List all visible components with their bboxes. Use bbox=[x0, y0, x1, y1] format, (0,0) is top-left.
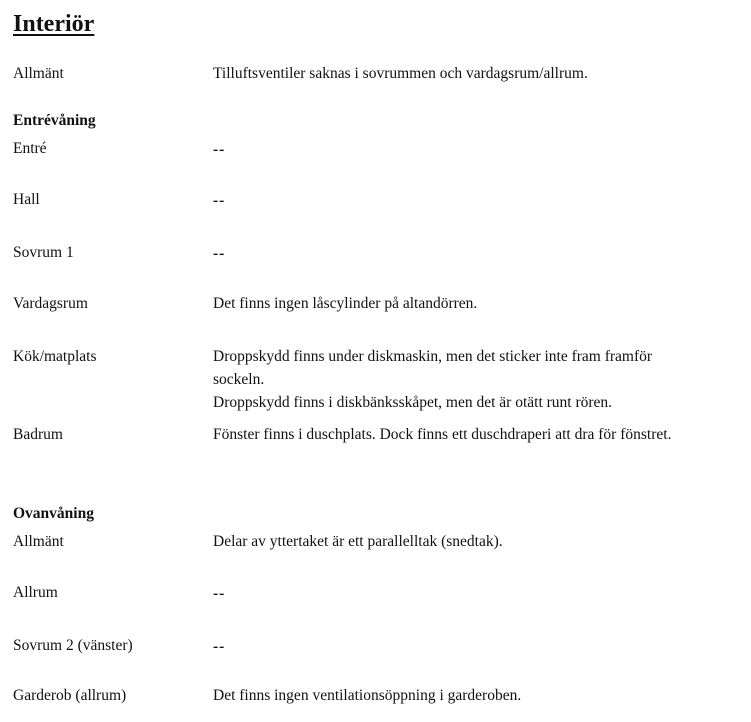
row-value-kok-line-3: Droppskydd finns i diskbänksskåpet, men det är otätt runt rören. bbox=[213, 394, 613, 411]
row-value-allmant-ovan: Delar av yttertaket är ett parallelltak (snedtak). bbox=[213, 533, 503, 550]
row-value-kok-line-1: Droppskydd finns under diskmaskin, men det sticker inte fram framför bbox=[213, 348, 653, 365]
row-label-hall: Hall bbox=[13, 191, 40, 208]
row-value-entre: -- bbox=[213, 141, 226, 158]
section-heading-ovanvaning: Ovanvåning bbox=[13, 505, 94, 522]
row-value-sovrum1: -- bbox=[213, 245, 226, 262]
row-label-entre: Entré bbox=[13, 140, 47, 157]
row-value-allrum: -- bbox=[213, 585, 226, 602]
row-label-sovrum2: Sovrum 2 (vänster) bbox=[13, 637, 133, 654]
row-value-garderob: Det finns ingen ventilationsöppning i garderoben. bbox=[213, 687, 522, 704]
row-label-vardagsrum: Vardagsrum bbox=[13, 295, 88, 312]
row-label-kok: Kök/matplats bbox=[13, 348, 97, 365]
row-value-sovrum2: -- bbox=[213, 638, 226, 655]
page-title: Interiör bbox=[13, 11, 95, 37]
row-label-allrum: Allrum bbox=[13, 584, 58, 601]
row-label-allmant-ovan: Allmänt bbox=[13, 533, 64, 550]
row-label-garderob: Garderob (allrum) bbox=[13, 687, 127, 704]
row-label-badrum: Badrum bbox=[13, 426, 63, 443]
row-label-sovrum1: Sovrum 1 bbox=[13, 244, 74, 261]
row-value-kok-line-2: sockeln. bbox=[213, 371, 265, 388]
row-value-kok bbox=[213, 345, 733, 414]
row-value-badrum: Fönster finns i duschplats. Dock finns ett duschdraperi att dra för fönstret. bbox=[213, 426, 672, 443]
row-value-allmant: Tilluftsventiler saknas i sovrummen och vardagsrum/allrum. bbox=[213, 65, 588, 82]
row-value-vardagsrum: Det finns ingen låscylinder på altandörren. bbox=[213, 295, 478, 312]
row-value-hall: -- bbox=[213, 192, 226, 209]
row-label-allmant: Allmänt bbox=[13, 65, 64, 82]
section-heading-entrevaning: Entrévåning bbox=[13, 112, 96, 129]
